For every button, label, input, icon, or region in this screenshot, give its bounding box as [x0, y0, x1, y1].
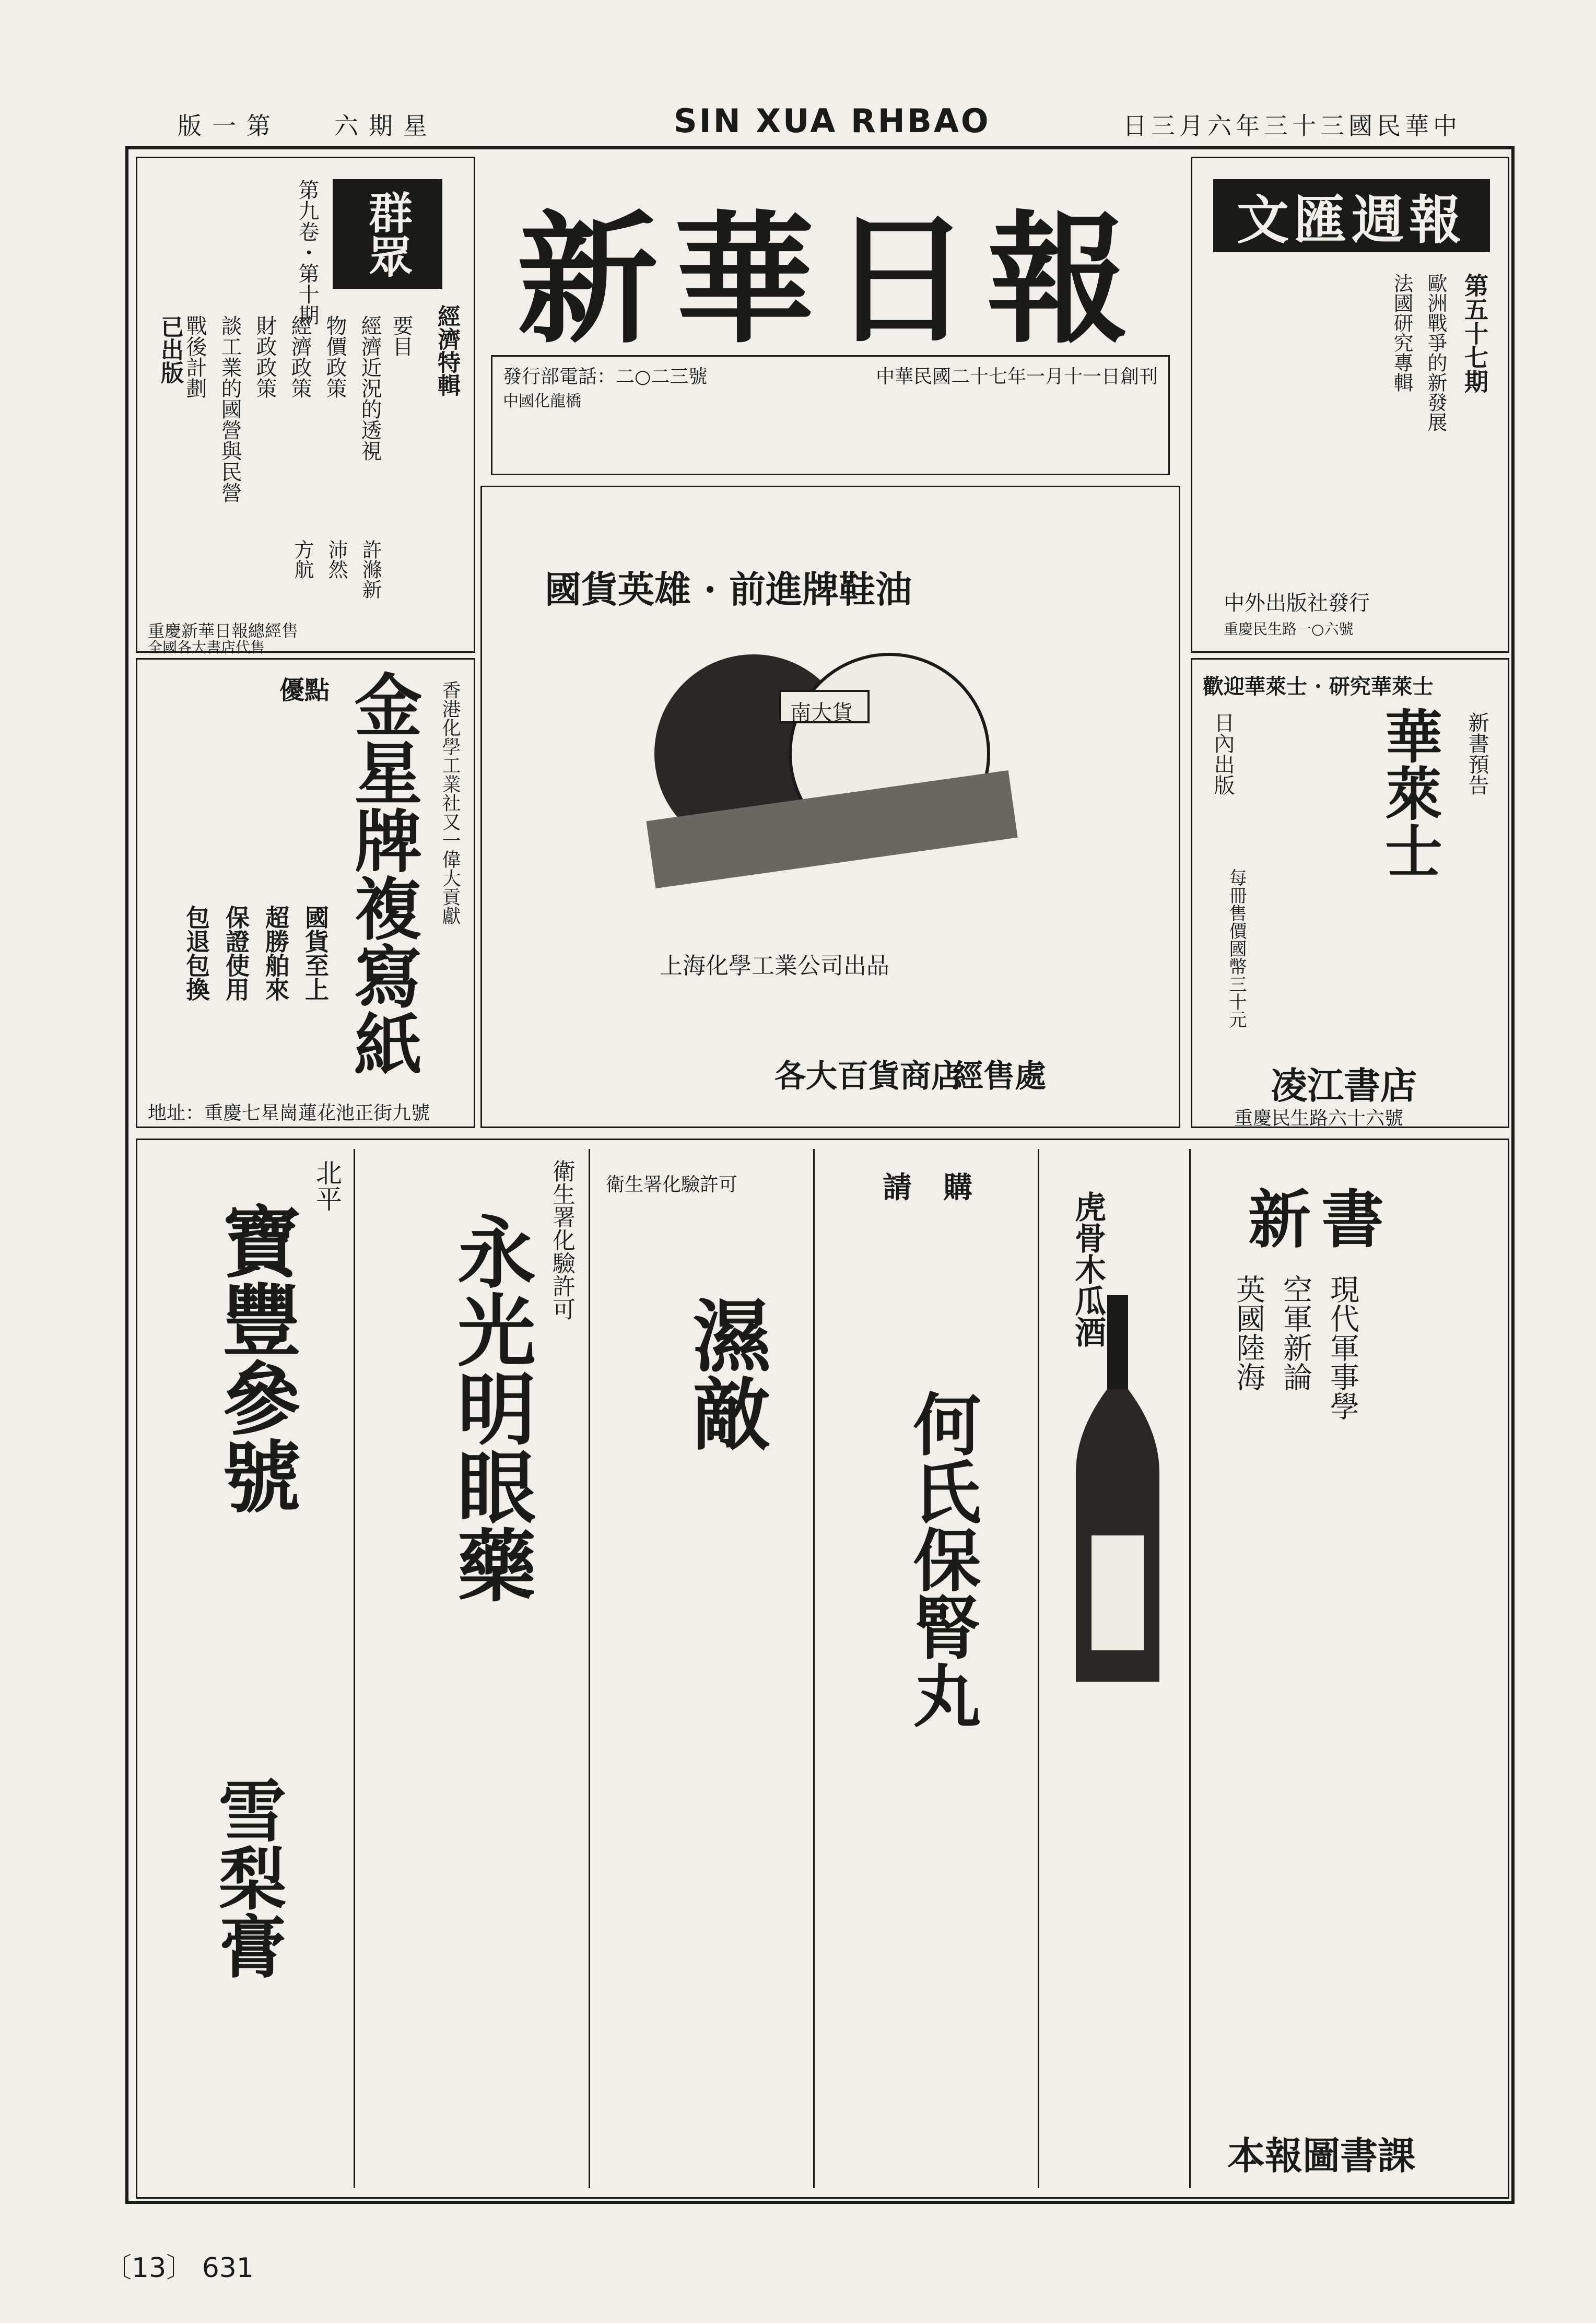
header-date: 日三月六年三十三國民華中: [1123, 112, 1461, 140]
author: 許滌新: [359, 539, 382, 599]
masthead-info-box: [491, 355, 1170, 475]
shi-title: 濕敵: [679, 1295, 771, 1452]
wenhui-contents: [1388, 273, 1450, 432]
wenhui-title: 文匯週報: [1213, 179, 1490, 252]
wallace-address: 重慶民生路六十六號: [1234, 1108, 1404, 1129]
wallace-publisher: 凌江書店: [1271, 1064, 1417, 1107]
content-item: 戰後計劃: [183, 315, 207, 398]
wine-title: 虎骨木瓜酒: [1070, 1191, 1106, 1347]
wallace-release: 日內出版: [1211, 712, 1235, 795]
content-item: 歐洲戰爭的新發展: [1424, 273, 1447, 432]
wenhui-ad: [1191, 157, 1509, 653]
wallace-note: 每冊售價國幣三十元: [1226, 869, 1247, 1028]
content-item: 經濟政策: [288, 315, 312, 398]
content-item: 經濟近況的透視: [358, 315, 382, 461]
kidney-ad: [820, 1149, 1039, 2188]
qunzhong-distributor: 重慶新華日報總經售: [148, 621, 299, 641]
carbon-paper-ad: [136, 658, 475, 1128]
content-item: 法國研究專輯: [1390, 273, 1413, 392]
shoepolish-sub: 上海化學工業公司出品: [660, 953, 889, 979]
author: 沛然: [325, 539, 348, 579]
shoepolish-outlets-label: 經售處: [952, 1058, 1046, 1095]
header-romanized: SIN XUA RHBAO: [674, 102, 991, 140]
wallace-ad: [1191, 658, 1509, 1128]
newbook-item: 英國陸海: [1231, 1274, 1265, 1391]
shoepolish-headline: 國貨英雄 · 前進牌鞋油: [545, 568, 912, 611]
kidney-title: 何氏保腎丸: [902, 1389, 982, 1729]
qunzhong-contents: [180, 315, 385, 576]
books-footer: 本報圖書課: [1227, 2133, 1416, 2178]
newbook-items: [1227, 1274, 1363, 1421]
carbon-address: 地址：重慶七星崗蓮花池正街九號: [148, 1102, 430, 1124]
qunzhong-issue: 第九卷・第十期: [295, 179, 319, 325]
qunzhong-authors: [288, 539, 385, 599]
eye-ad: [360, 1149, 590, 2188]
point: 超勝舶來: [262, 905, 290, 1001]
carbon-label: 優點: [279, 676, 330, 705]
author: 方航: [291, 539, 314, 579]
footer-mark: 〔13〕 631: [104, 2252, 254, 2284]
shenlu-title: 寶豐參號: [209, 1201, 301, 1515]
masthead-title: 新華日報: [517, 196, 1144, 362]
qunzhong-ad: [136, 157, 475, 656]
masthead-phone: 發行部電話：二○二三號: [503, 366, 708, 388]
qunzhong-logo: [333, 179, 442, 289]
wine-ad: [1045, 1149, 1191, 2188]
header-page-label: 版一第: [178, 112, 281, 140]
wallace-title: 華萊士: [1376, 707, 1443, 879]
content-item: 物價政策: [323, 315, 347, 398]
wine-bottle-icon: [1065, 1295, 1170, 1692]
shenlu-region: 北平: [312, 1159, 342, 1212]
qunzhong-section: 經濟特輯: [433, 304, 460, 396]
eye-title: 永光明眼藥: [444, 1212, 536, 1603]
shoepolish-label: 南大貨: [790, 701, 853, 725]
content-item: 財政政策: [253, 315, 277, 398]
shi-ad: [595, 1149, 815, 2188]
qunzhong-released: 已出版: [157, 315, 183, 384]
carbon-points: [179, 905, 333, 1001]
point: 包退包換: [182, 905, 210, 1001]
newbook-item: 空軍新論: [1278, 1274, 1312, 1391]
header-weekday: 六期星: [334, 112, 438, 140]
shenlu-sub: 雪梨膏: [207, 1776, 287, 1979]
shi-note: 衛生署化驗許可: [606, 1174, 738, 1195]
shoepolish-outlets: 各大百貨商店: [774, 1058, 963, 1095]
qunzhong-subtitle: 要目: [389, 315, 413, 357]
shoepolish-ad: [480, 486, 1180, 1128]
carbon-title: 金星牌複寫紙: [343, 670, 423, 1077]
masthead-address: 中國化龍橋: [503, 392, 581, 410]
point: 國貨至上: [301, 905, 330, 1001]
carbon-maker: 香港化學工業社又一偉大貢獻: [439, 681, 461, 925]
shenlu-ad: [136, 1149, 355, 2188]
masthead: [480, 157, 1180, 480]
wenhui-address: 重慶民生路一○六號: [1224, 620, 1354, 638]
eye-note: 衛生署化驗許可: [548, 1159, 575, 1320]
kidney-note: 請購: [883, 1170, 1004, 1205]
wenhui-issue: 第五十七期: [1461, 273, 1489, 393]
point: 保證使用: [222, 905, 250, 1001]
wallace-tag: 新書預告: [1465, 712, 1489, 795]
wallace-header: 歡迎華萊士 · 研究華萊士: [1203, 674, 1434, 699]
newbook-ad: [1196, 1149, 1509, 2188]
content-item: 談工業的國營與民營: [218, 315, 242, 503]
qunzhong-outlets: 全國各大書店代售: [148, 639, 265, 656]
wenhui-publisher: 中外出版社發行: [1224, 591, 1370, 615]
newbook-item: 現代軍事學: [1325, 1274, 1359, 1421]
shoepolish-illustration: [618, 623, 1046, 916]
qunzhong-title: 群眾: [361, 190, 414, 278]
newbook-title: 新書: [1248, 1183, 1394, 1257]
masthead-founded: 中華民國二十七年一月十一日創刊: [875, 366, 1158, 388]
